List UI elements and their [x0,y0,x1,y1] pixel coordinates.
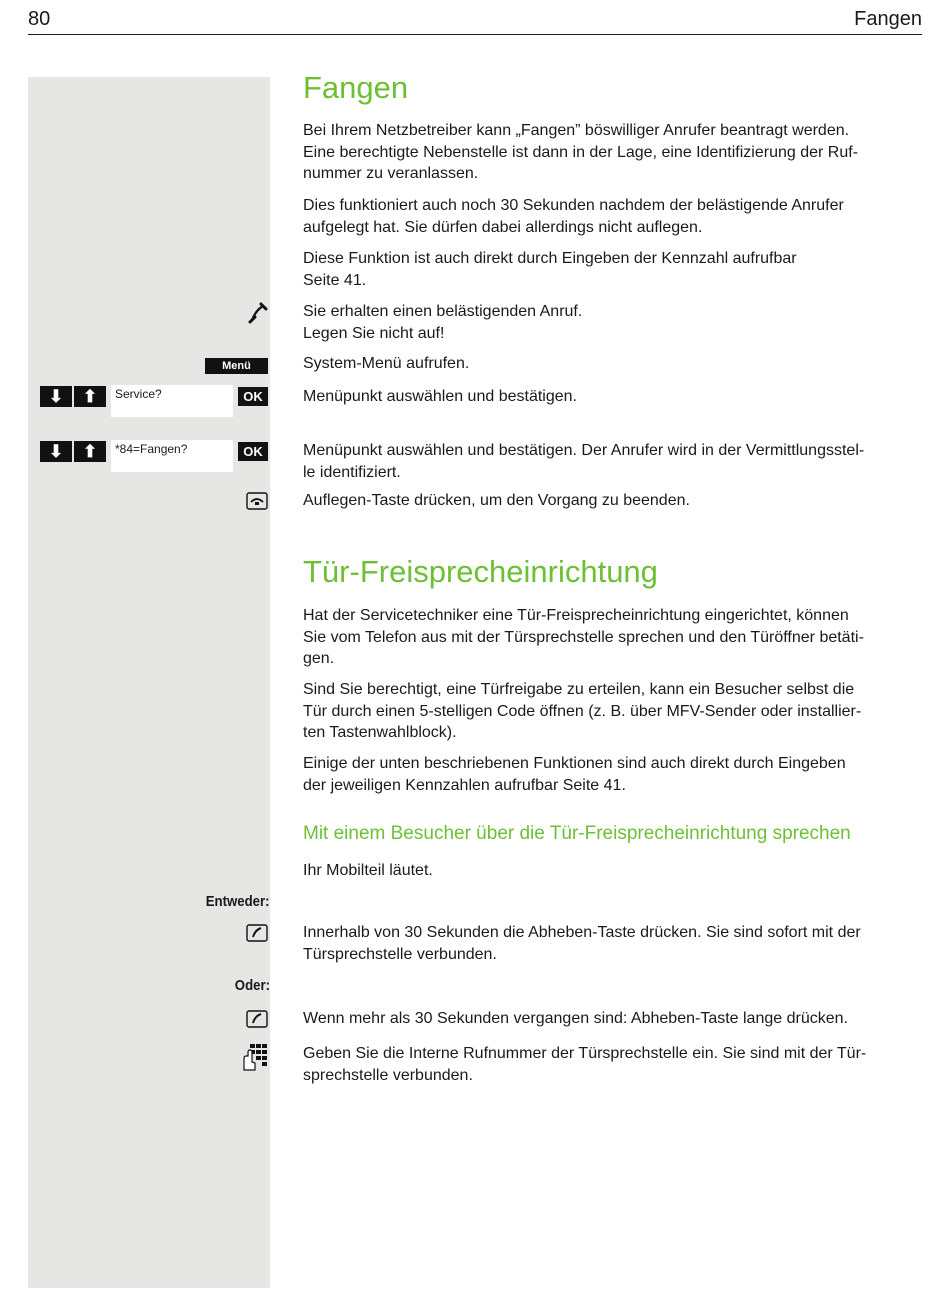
paragraph: Dies funktioniert auch noch 30 Sekunden nachdem der belästigende Anrufer aufgelegt hat. Sie dürfen dabei allerdings nicht auflegen. [303,197,844,236]
section-title-door-intercom: Tür-Freisprecheinrichtung [303,554,658,589]
up-arrow-key-icon: ⬆ [74,441,106,462]
running-header: Fangen [854,8,922,30]
down-arrow-key-icon: ⬇ [40,441,72,462]
page-number: 80 [28,8,51,30]
label-either: Entweder: [206,893,270,910]
handset-display [111,385,233,417]
step-text: Innerhalb von 30 Sekunden die Abheben-Taste drücken. Sie sind sofort mit der Türsprechstelle verbunden. [303,924,861,963]
paragraph: Bei Ihrem Netzbetreiber kann „Fangen” böswilliger Anrufer beantragt werden. Eine berechtigte Nebenstelle ist dann in der Lage, eine Identifizierung der Ruf- nummer zu veranlassen. [303,122,859,182]
menu-key: Menü [205,358,268,374]
ok-key: OK [238,442,268,461]
header-rule [28,34,922,35]
subsection-title: Mit einem Besucher über die Tür-Freisprecheinrichtung sprechen [303,823,851,844]
step-text: Auflegen-Taste drücken, um den Vorgang zu beenden. [303,492,690,509]
display-text: Service? [115,387,162,401]
hang-up-key-icon [246,492,268,510]
display-text: *84=Fangen? [115,442,188,456]
paragraph: Einige der unten beschriebenen Funktionen sind auch direkt durch Eingeben der jeweiligen Kennzahlen aufrufbar Seite 41. [303,755,846,794]
label-or: Oder: [234,977,270,994]
paragraph: Diese Funktion ist auch direkt durch Eingeben der Kennzahl aufrufbar Seite 41. [303,250,797,289]
section-title-fangen: Fangen [303,70,409,105]
paragraph: Ihr Mobilteil läutet. [303,862,433,879]
step-text: Menüpunkt auswählen und bestätigen. Der Anrufer wird in der Vermittlungsstel- le identifiziert. [303,442,865,481]
handset-display [111,440,233,472]
down-arrow-key-icon: ⬇ [40,386,72,407]
ok-key: OK [238,387,268,406]
up-arrow-key-icon: ⬆ [74,386,106,407]
paragraph: Sind Sie berechtigt, eine Türfreigabe zu erteilen, kann ein Besucher selbst die Tür durch einen 5-stelligen Code öffnen (z. B. über MFV-Sender oder installier- ten Tastenwahlblock). [303,681,862,741]
keypad-icon [240,1042,268,1072]
paragraph: Hat der Servicetechniker eine Tür-Freisprecheinrichtung eingerichtet, können Sie vom Telefon aus mit der Türsprechstelle sprechen und den Türöffner betäti- gen. [303,607,864,667]
instruction-sidebar [28,77,270,1288]
pick-up-key-icon [246,924,268,942]
step-text: Geben Sie die Interne Rufnummer der Türsprechstelle ein. Sie sind mit der Tür- sprechstelle verbunden. [303,1045,867,1084]
step-text: Menüpunkt auswählen und bestätigen. [303,388,577,405]
handset-icon [246,302,268,324]
pick-up-key-icon [246,1010,268,1028]
step-text: Wenn mehr als 30 Sekunden vergangen sind: Abheben-Taste lange drücken. [303,1010,848,1027]
step-text: Sie erhalten einen belästigenden Anruf. Legen Sie nicht auf! [303,303,583,342]
step-text: System-Menü aufrufen. [303,355,470,372]
